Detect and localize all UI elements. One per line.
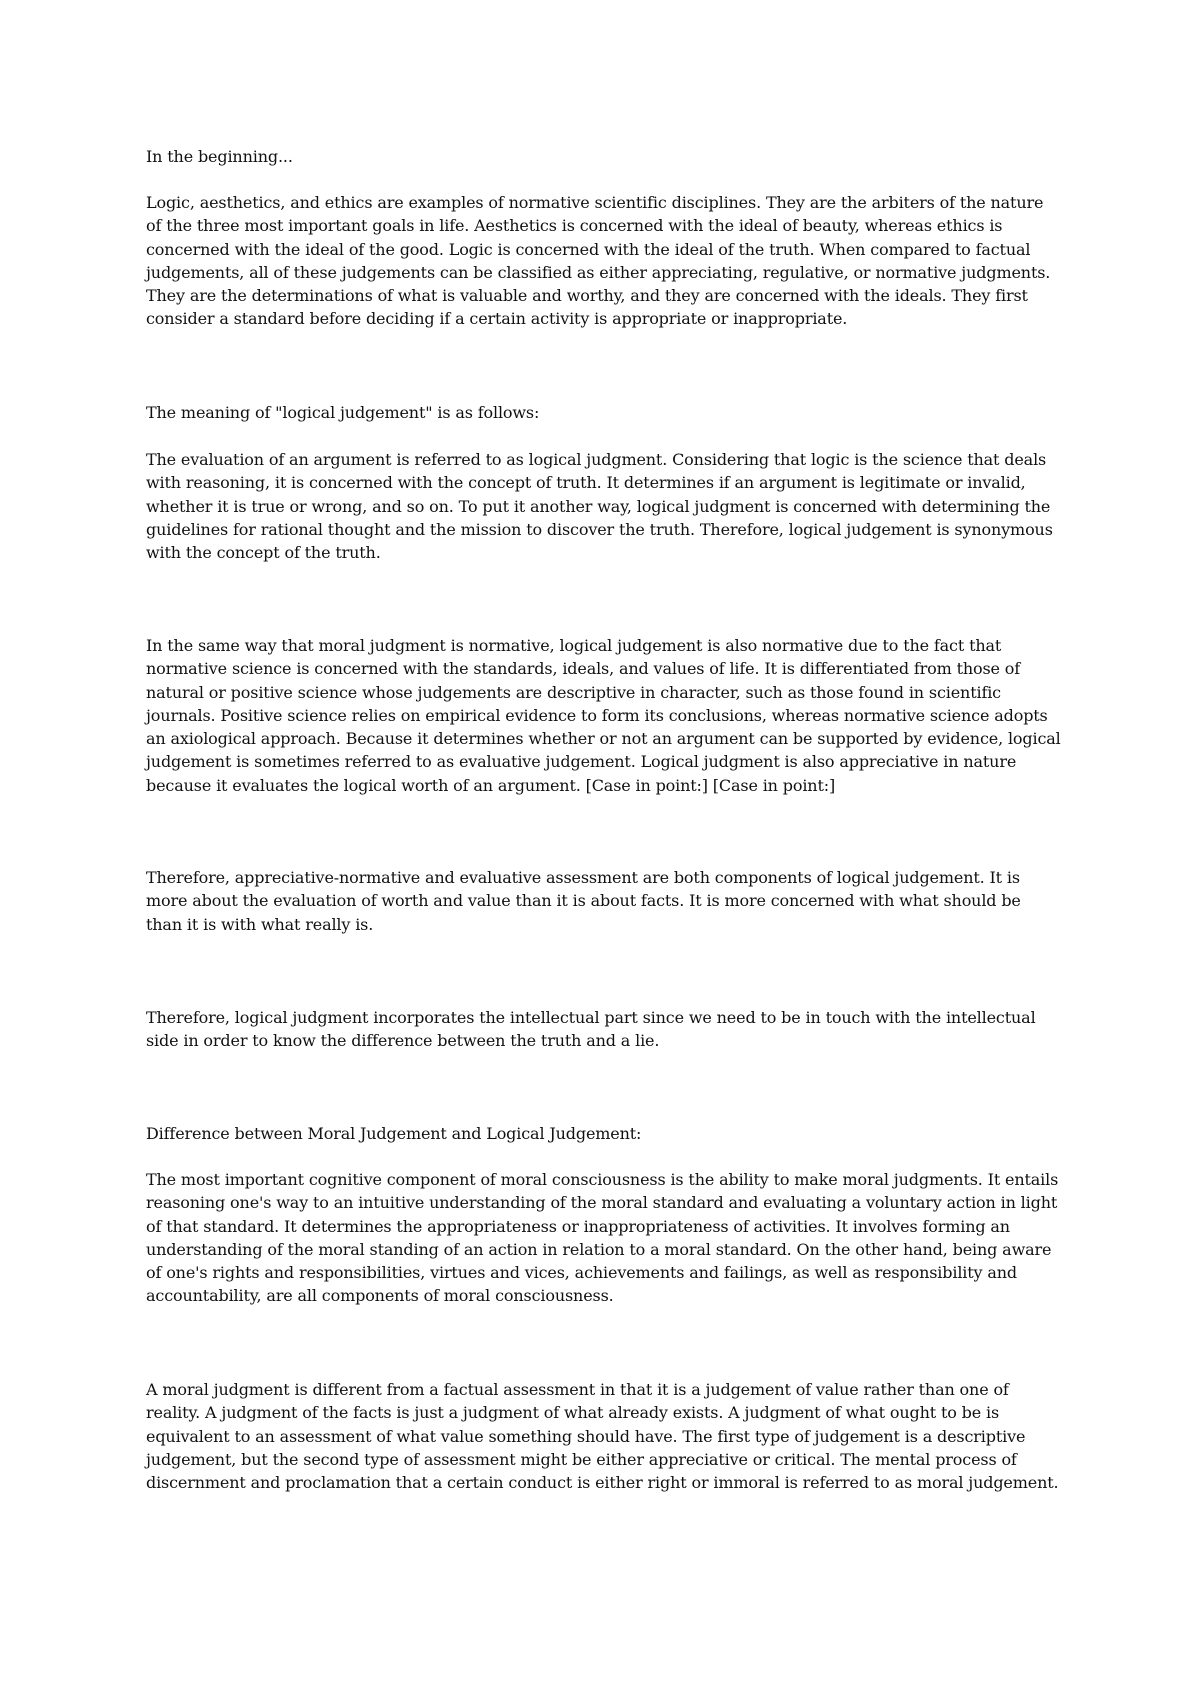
difference-heading: Difference between Moral Judgement and Logical Judgement: [146,1124,642,1143]
normative-paragraph: In the same way that moral judgment is normative, logical judgement is also normative due to the fact that normative science is concerned with the standards, ideals, and values of life. It is differentiated from those of natural or positive science whose judgements are descriptive in character, such as those found in scientific journals. Positive science relies on empirical evidence to form its conclusions, whereas normative science adopts an axiological approach. Because it determines whether or not an argument can be supported by evidence, logical judgement is sometimes referred to as evaluative judgement. Logical judgment is also appreciative in nature because it evaluates the logical worth of an argument. [Case in point:] [Case in point:] [146,636,1061,795]
assessment-paragraph: Therefore, appreciative-normative and evaluative assessment are both components of logical judgement. It is more about the evaluation of worth and value than it is about facts. It is more concerned with what should be than it is with what really is. [146,868,1021,934]
meaning-paragraph: The evaluation of an argument is referred to as logical judgment. Considering that logic is the science that deals with reasoning, it is concerned with the concept of truth. It determines if an argument is legitimate or invalid, whether it is true or wrong, and so on. To put it another way, logical judgment is concerned with determining the guidelines for rational thought and the mission to discover the truth. Therefore, logical judgement is synonymous with the concept of the truth. [146,450,1053,563]
meaning-heading: The meaning of "logical judgement" is as follows: [146,403,540,422]
moral-paragraph: The most important cognitive component of moral consciousness is the ability to make moral judgments. It entails reasoning one's way to an intuitive understanding of the moral standard and evaluating a voluntary action in light of that standard. It determines the appropriateness or inappropriateness of activities. It involves forming an understanding of the moral standing of an action in relation to a moral standard. On the other hand, being aware of one's rights and responsibilities, virtues and vices, achievements and failings, as well as responsibility and accountability, are all components of moral consciousness. [146,1170,1059,1306]
intellectual-paragraph: Therefore, logical judgment incorporates the intellectual part since we need to be in touch with the intellectual side in order to know the difference between the truth and a lie. [146,1008,1036,1051]
intro-paragraph: Logic, aesthetics, and ethics are examples of normative scientific disciplines. They are the arbiters of the nature of the three most important goals in life. Aesthetics is concerned with the ideal of beauty, whereas ethics is concerned with the ideal of the good. Logic is concerned with the ideal of the truth. When compared to factual judgements, all of these judgements can be classified as either appreciating, regulative, or normative judgments. They are the determinations of what is valuable and worthy, and they are concerned with the ideals. They first consider a standard before deciding if a certain activity is appropriate or inappropriate. [146,193,1051,329]
factual-paragraph: A moral judgment is different from a factual assessment in that it is a judgement of value rather than one of reality. A judgment of the facts is just a judgment of what already exists. A judgment of what ought to be is equivalent to an assessment of what value something should have. The first type of judgement is a descriptive judgement, but the second type of assessment might be either appreciative or critical. The mental process of discernment and proclamation that a certain conduct is either right or immoral is referred to as moral judgement. [146,1380,1059,1493]
intro-heading: In the beginning... [146,147,293,166]
